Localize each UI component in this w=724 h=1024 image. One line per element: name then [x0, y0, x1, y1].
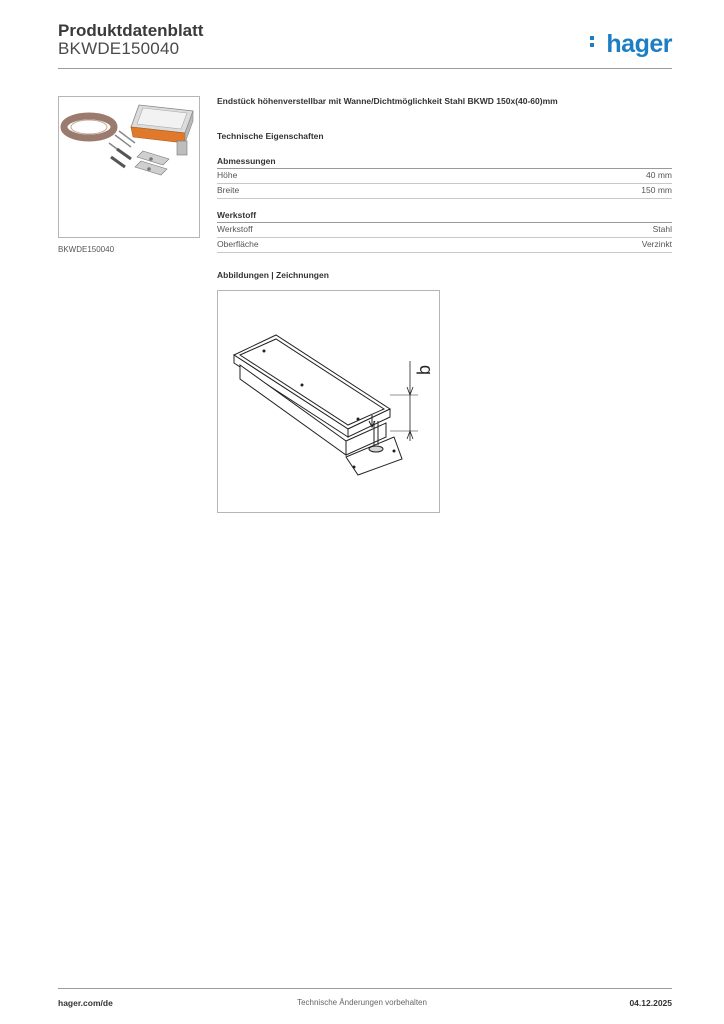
- technical-drawing-icon: [218, 291, 439, 512]
- spec-label: Breite: [217, 185, 240, 195]
- spec-group-material: [217, 210, 672, 253]
- spec-row: [217, 184, 672, 199]
- spec-group-title: Werkstoff: [217, 210, 672, 223]
- product-image: [58, 96, 200, 238]
- page-title: Produktdatenblatt: [58, 21, 204, 40]
- spec-label: Oberfläche: [217, 239, 259, 249]
- drawings-section-title: Abbildungen | Zeichnungen: [217, 270, 329, 280]
- article-number: BKWDE150040: [58, 39, 180, 58]
- spec-row: [217, 223, 672, 238]
- spec-group-title: Abmessungen: [217, 156, 672, 169]
- logo-dots-icon: [590, 36, 594, 50]
- spec-value: 40 mm: [646, 170, 672, 180]
- spec-group-dimensions: [217, 156, 672, 199]
- footer-divider: [58, 988, 672, 989]
- spec-row: [217, 169, 672, 184]
- footer-website[interactable]: hager.com/de: [58, 998, 113, 1008]
- spec-value: 150 mm: [641, 185, 672, 195]
- spec-label: Höhe: [217, 170, 238, 180]
- spec-value: Verzinkt: [641, 239, 672, 249]
- product-photo-icon: [59, 97, 199, 237]
- spec-value: Stahl: [652, 224, 672, 234]
- hager-logo: hager: [606, 30, 672, 58]
- tech-section-title: Technische Eigenschaften: [217, 131, 324, 141]
- footer-date: 04.12.2025: [629, 998, 672, 1008]
- spec-label: Werkstoff: [217, 224, 253, 234]
- footer-notice: Technische Änderungen vorbehalten: [297, 998, 427, 1007]
- product-name: Endstück höhenverstellbar mit Wanne/Dichtmöglichkeit Stahl BKWD 150x(40-60)mm: [217, 96, 558, 106]
- spec-row: [217, 238, 672, 253]
- technical-drawing: [217, 290, 440, 513]
- header-divider: [58, 68, 672, 69]
- dimension-label: b: [414, 364, 434, 375]
- product-image-caption: BKWDE150040: [58, 245, 115, 254]
